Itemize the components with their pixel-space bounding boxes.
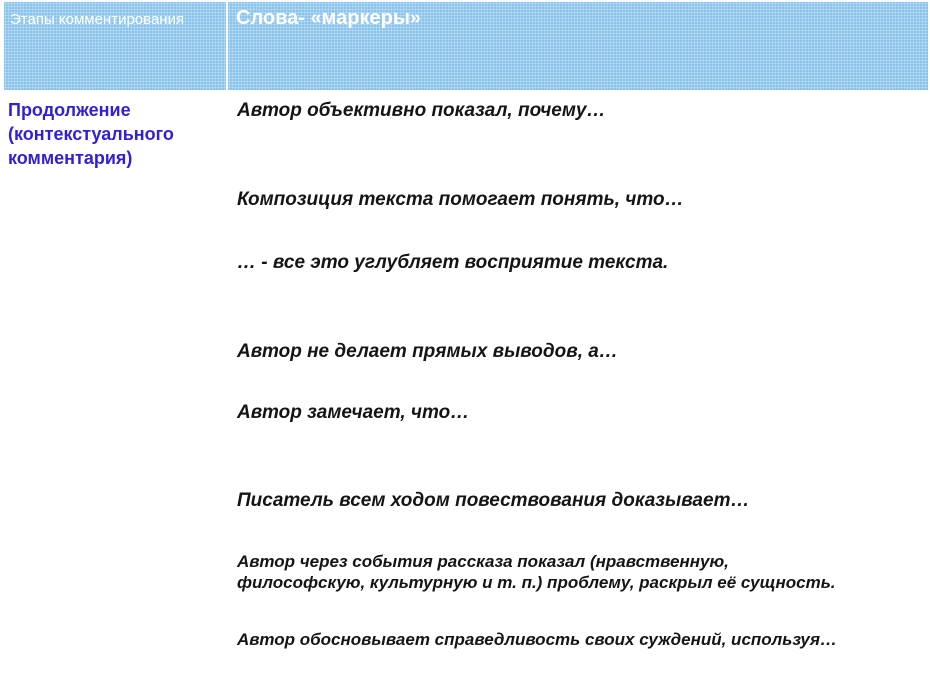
marker-phrase: Писатель всем ходом повествования доказывает…	[237, 490, 750, 511]
table-header	[4, 2, 928, 90]
header-markers: Слова- «маркеры»	[228, 2, 928, 90]
marker-phrase: Автор не делает прямых выводов, а…	[237, 341, 618, 362]
marker-phrase: Автор замечает, что…	[237, 402, 470, 423]
header-stages: Этапы комментирования	[4, 2, 226, 90]
marker-phrase: Автор через события рассказа показал (нравственную, философскую, культурную и т. п.) проблему, раскрыл её сущность.	[237, 552, 836, 592]
marker-phrase: … - все это углубляет восприятие текста.	[237, 252, 669, 273]
marker-phrase: Автор объективно показал, почему…	[237, 100, 606, 121]
marker-phrase: Композиция текста помогает понять, что…	[237, 189, 684, 210]
marker-phrase: Автор обосновывает справедливость своих суждений, используя…	[237, 630, 838, 649]
stage-label: Продолжение (контекстуального комментария)	[8, 100, 174, 168]
